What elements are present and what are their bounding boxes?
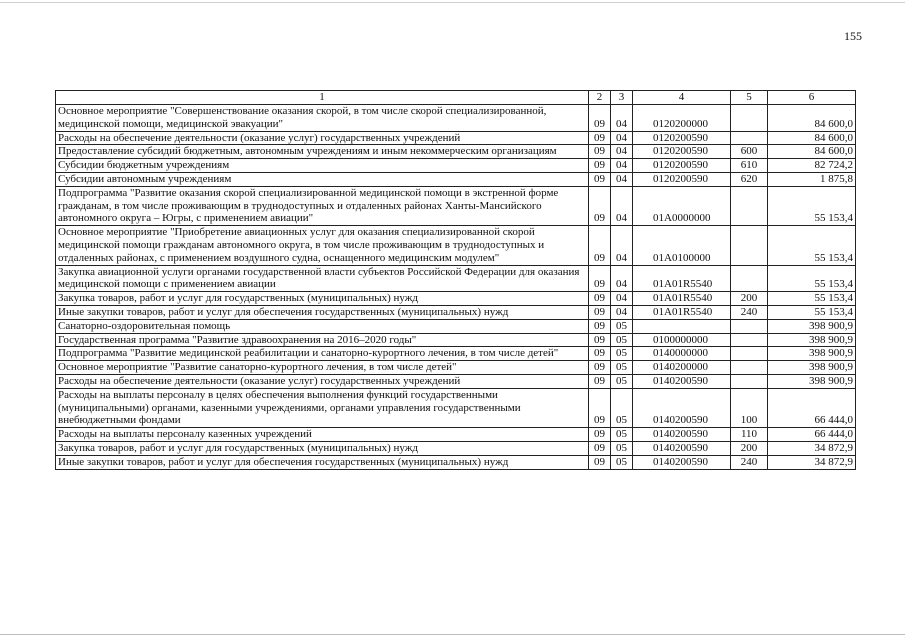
cell-subsection: 05 (611, 428, 633, 442)
table-row (56, 226, 856, 265)
cell-name: Субсидии автономным учреждениям (56, 172, 589, 186)
col-header-sum: 6 (768, 91, 856, 105)
cell-name: Основное мероприятие "Совершенствование оказания скорой, в том числе скорой специализированной, медицинской помощи, медицинской эвакуации" (56, 105, 589, 132)
cell-section: 09 (589, 305, 611, 319)
cell-name: Основное мероприятие "Развитие санаторно-курортного лечения, в том числе детей" (56, 361, 589, 375)
cell-subsection: 04 (611, 186, 633, 225)
cell-name: Государственная программа "Развитие здравоохранения на 2016–2020 годы" (56, 333, 589, 347)
cell-name: Предоставление субсидий бюджетным, автономным учреждениям и иным некоммерческим организациям (56, 145, 589, 159)
cell-section: 09 (589, 374, 611, 388)
cell-sum: 55 153,4 (768, 226, 856, 265)
cell-subsection: 04 (611, 292, 633, 306)
cell-section: 09 (589, 455, 611, 469)
table-row (56, 131, 856, 145)
cell-section: 09 (589, 428, 611, 442)
cell-sum: 34 872,9 (768, 441, 856, 455)
table-row (56, 105, 856, 132)
cell-subsection: 04 (611, 145, 633, 159)
table-row (56, 292, 856, 306)
cell-target: 0140200590 (633, 388, 731, 427)
col-header-name: 1 (56, 91, 589, 105)
budget-table (55, 90, 856, 470)
cell-type (731, 374, 768, 388)
col-header-type: 5 (731, 91, 768, 105)
cell-target: 0120200590 (633, 145, 731, 159)
cell-sum: 55 153,4 (768, 186, 856, 225)
cell-name: Субсидии бюджетным учреждениям (56, 159, 589, 173)
table-row (56, 319, 856, 333)
cell-name: Расходы на обеспечение деятельности (оказание услуг) государственных учреждений (56, 374, 589, 388)
cell-subsection: 05 (611, 319, 633, 333)
cell-name: Расходы на обеспечение деятельности (оказание услуг) государственных учреждений (56, 131, 589, 145)
cell-subsection: 05 (611, 388, 633, 427)
cell-target: 0120200000 (633, 105, 731, 132)
cell-type: 600 (731, 145, 768, 159)
cell-subsection: 04 (611, 131, 633, 145)
cell-target: 01А0100000 (633, 226, 731, 265)
cell-sum: 66 444,0 (768, 388, 856, 427)
cell-subsection: 05 (611, 374, 633, 388)
cell-section: 09 (589, 186, 611, 225)
header-row (56, 91, 856, 105)
cell-section: 09 (589, 361, 611, 375)
cell-type: 200 (731, 292, 768, 306)
cell-target: 0120200590 (633, 131, 731, 145)
table-row (56, 455, 856, 469)
cell-type: 110 (731, 428, 768, 442)
table-row (56, 265, 856, 292)
cell-name: Закупка товаров, работ и услуг для государственных (муниципальных) нужд (56, 441, 589, 455)
cell-target: 0140200590 (633, 441, 731, 455)
table-row (56, 186, 856, 225)
cell-sum: 66 444,0 (768, 428, 856, 442)
cell-type (731, 226, 768, 265)
cell-section: 09 (589, 172, 611, 186)
cell-subsection: 04 (611, 172, 633, 186)
cell-type: 200 (731, 441, 768, 455)
cell-target: 0140200590 (633, 428, 731, 442)
cell-type: 610 (731, 159, 768, 173)
cell-section: 09 (589, 319, 611, 333)
cell-name: Расходы на выплаты персоналу казенных учреждений (56, 428, 589, 442)
cell-type (731, 333, 768, 347)
table-row (56, 159, 856, 173)
table-row (56, 305, 856, 319)
cell-section: 09 (589, 292, 611, 306)
cell-target: 0140200590 (633, 374, 731, 388)
cell-sum: 34 872,9 (768, 455, 856, 469)
cell-type: 100 (731, 388, 768, 427)
cell-sum: 84 600,0 (768, 145, 856, 159)
cell-section: 09 (589, 388, 611, 427)
table-row (56, 361, 856, 375)
cell-name: Закупка авиационной услуги органами государственной власти субъектов Российской Федерации для оказания медицинской помощи с применением авиации (56, 265, 589, 292)
cell-sum: 398 900,9 (768, 374, 856, 388)
cell-target: 01А01R5540 (633, 292, 731, 306)
cell-sum: 398 900,9 (768, 333, 856, 347)
cell-sum: 82 724,2 (768, 159, 856, 173)
cell-subsection: 04 (611, 105, 633, 132)
cell-type: 620 (731, 172, 768, 186)
cell-subsection: 04 (611, 265, 633, 292)
cell-section: 09 (589, 226, 611, 265)
cell-section: 09 (589, 265, 611, 292)
cell-sum: 55 153,4 (768, 265, 856, 292)
cell-type (731, 186, 768, 225)
col-header-section: 2 (589, 91, 611, 105)
page-number: 155 (844, 29, 862, 43)
cell-section: 09 (589, 131, 611, 145)
cell-section: 09 (589, 347, 611, 361)
cell-target: 01А01R5540 (633, 305, 731, 319)
cell-section: 09 (589, 441, 611, 455)
cell-target: 0140000000 (633, 347, 731, 361)
cell-name: Иные закупки товаров, работ и услуг для обеспечения государственных (муниципальных) нужд (56, 305, 589, 319)
cell-type (731, 105, 768, 132)
table-row (56, 441, 856, 455)
table-row (56, 145, 856, 159)
cell-subsection: 05 (611, 361, 633, 375)
cell-sum: 398 900,9 (768, 347, 856, 361)
cell-type (731, 347, 768, 361)
cell-name: Подпрограмма "Развитие оказания скорой специализированной медицинской помощи в экстренной форме гражданам, в том числе проживающим в труднодоступных и отдаленных районах Ханты-Мансийского автономного округа – Югры, с применением авиации" (56, 186, 589, 225)
cell-subsection: 04 (611, 226, 633, 265)
cell-section: 09 (589, 105, 611, 132)
cell-target: 01А0000000 (633, 186, 731, 225)
cell-name: Основное мероприятие "Приобретение авиационных услуг для оказания специализированной скорой медицинской помощи гражданам автономного округа, в том числе проживающим в труднодоступных и отдаленных районах, с применением воздушного судна, оснащенного медицинским модулем" (56, 226, 589, 265)
cell-target: 0100000000 (633, 333, 731, 347)
table-row (56, 428, 856, 442)
cell-type (731, 361, 768, 375)
cell-sum: 55 153,4 (768, 292, 856, 306)
cell-section: 09 (589, 333, 611, 347)
cell-section: 09 (589, 145, 611, 159)
cell-subsection: 05 (611, 441, 633, 455)
col-header-subsection: 3 (611, 91, 633, 105)
cell-section: 09 (589, 159, 611, 173)
cell-target: 0120200590 (633, 159, 731, 173)
cell-target: 0140200000 (633, 361, 731, 375)
table-row (56, 172, 856, 186)
cell-target: 0120200590 (633, 172, 731, 186)
cell-target (633, 319, 731, 333)
cell-name: Подпрограмма "Развитие медицинской реабилитации и санаторно-курортного лечения, в том числе детей" (56, 347, 589, 361)
table-row (56, 333, 856, 347)
cell-sum: 84 600,0 (768, 105, 856, 132)
cell-subsection: 05 (611, 347, 633, 361)
table-row (56, 374, 856, 388)
table-row (56, 388, 856, 427)
cell-sum: 398 900,9 (768, 361, 856, 375)
cell-name: Санаторно-оздоровительная помощь (56, 319, 589, 333)
cell-name: Закупка товаров, работ и услуг для государственных (муниципальных) нужд (56, 292, 589, 306)
cell-type: 240 (731, 455, 768, 469)
scan-edge-bottom (0, 634, 905, 635)
cell-target: 0140200590 (633, 455, 731, 469)
table-row (56, 347, 856, 361)
cell-subsection: 05 (611, 455, 633, 469)
cell-type (731, 319, 768, 333)
cell-name: Расходы на выплаты персоналу в целях обеспечения выполнения функций государственными (муниципальными) органами, казенными учреждениями, органами управления государственными внебюджетными фондами (56, 388, 589, 427)
cell-type (731, 131, 768, 145)
col-header-target: 4 (633, 91, 731, 105)
cell-sum: 55 153,4 (768, 305, 856, 319)
cell-type (731, 265, 768, 292)
cell-sum: 84 600,0 (768, 131, 856, 145)
cell-target: 01А01R5540 (633, 265, 731, 292)
cell-type: 240 (731, 305, 768, 319)
cell-subsection: 04 (611, 159, 633, 173)
cell-name: Иные закупки товаров, работ и услуг для обеспечения государственных (муниципальных) нужд (56, 455, 589, 469)
cell-subsection: 05 (611, 333, 633, 347)
scan-edge-top (0, 2, 905, 3)
cell-sum: 1 875,8 (768, 172, 856, 186)
cell-subsection: 04 (611, 305, 633, 319)
cell-sum: 398 900,9 (768, 319, 856, 333)
